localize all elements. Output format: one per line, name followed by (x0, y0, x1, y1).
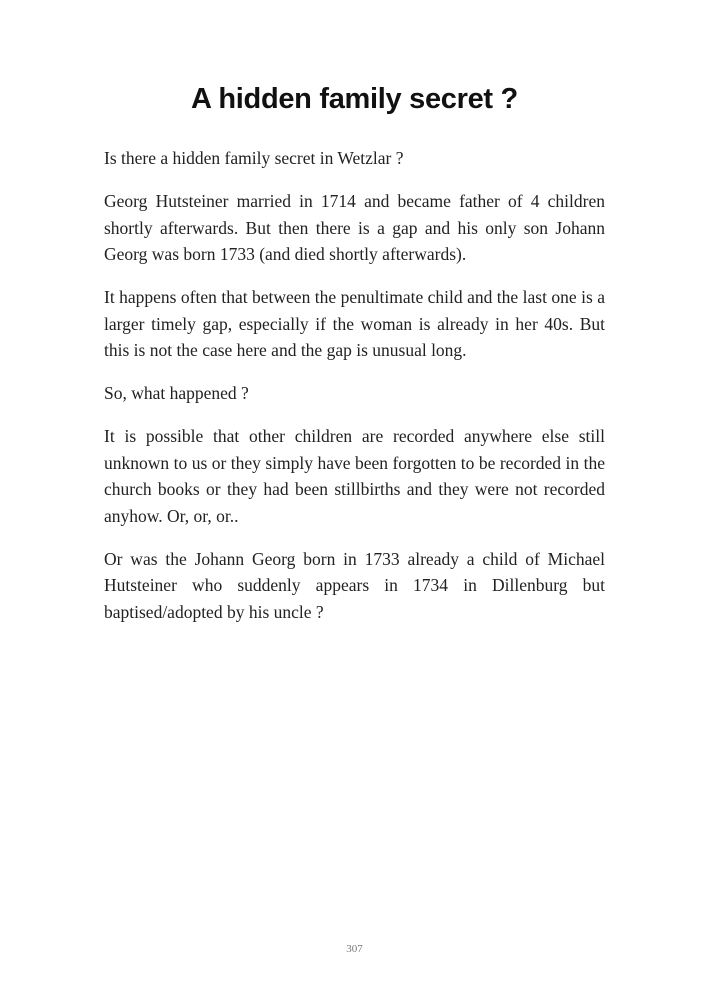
page-number: 307 (346, 943, 363, 955)
paragraph-3: It happens often that between the penultimate child and the last one is a larger timely gap, especially if the woman is already in her 40s. But this is not the case here and the gap is unusual long. (104, 287, 605, 360)
paragraph-6: Or was the Johann Georg born in 1733 already a child of Michael Hutsteiner who suddenly appears in 1734 in Dillenburg but baptised/adopted by his uncle ? (104, 548, 605, 622)
paragraph-2: Georg Hutsteiner married in 1714 and became father of 4 children shortly afterwards. But then there is a gap and his only son Johann Georg was born 1733 (and died shortly afterwards). (104, 191, 605, 264)
paragraph-1: Is there a hidden family secret in Wetzlar ? (104, 148, 404, 168)
paragraph-5: It is possible that other children are recorded anywhere else still unknown to us or they simply have been forgotten to be recorded in the church books or they had been stillbirths and they were not recorded anyhow. Or, or, or.. (104, 426, 605, 526)
page-title: A hidden family secret ? (191, 83, 518, 115)
paragraph-4: So, what happened ? (104, 383, 249, 403)
body-text (104, 145, 605, 642)
